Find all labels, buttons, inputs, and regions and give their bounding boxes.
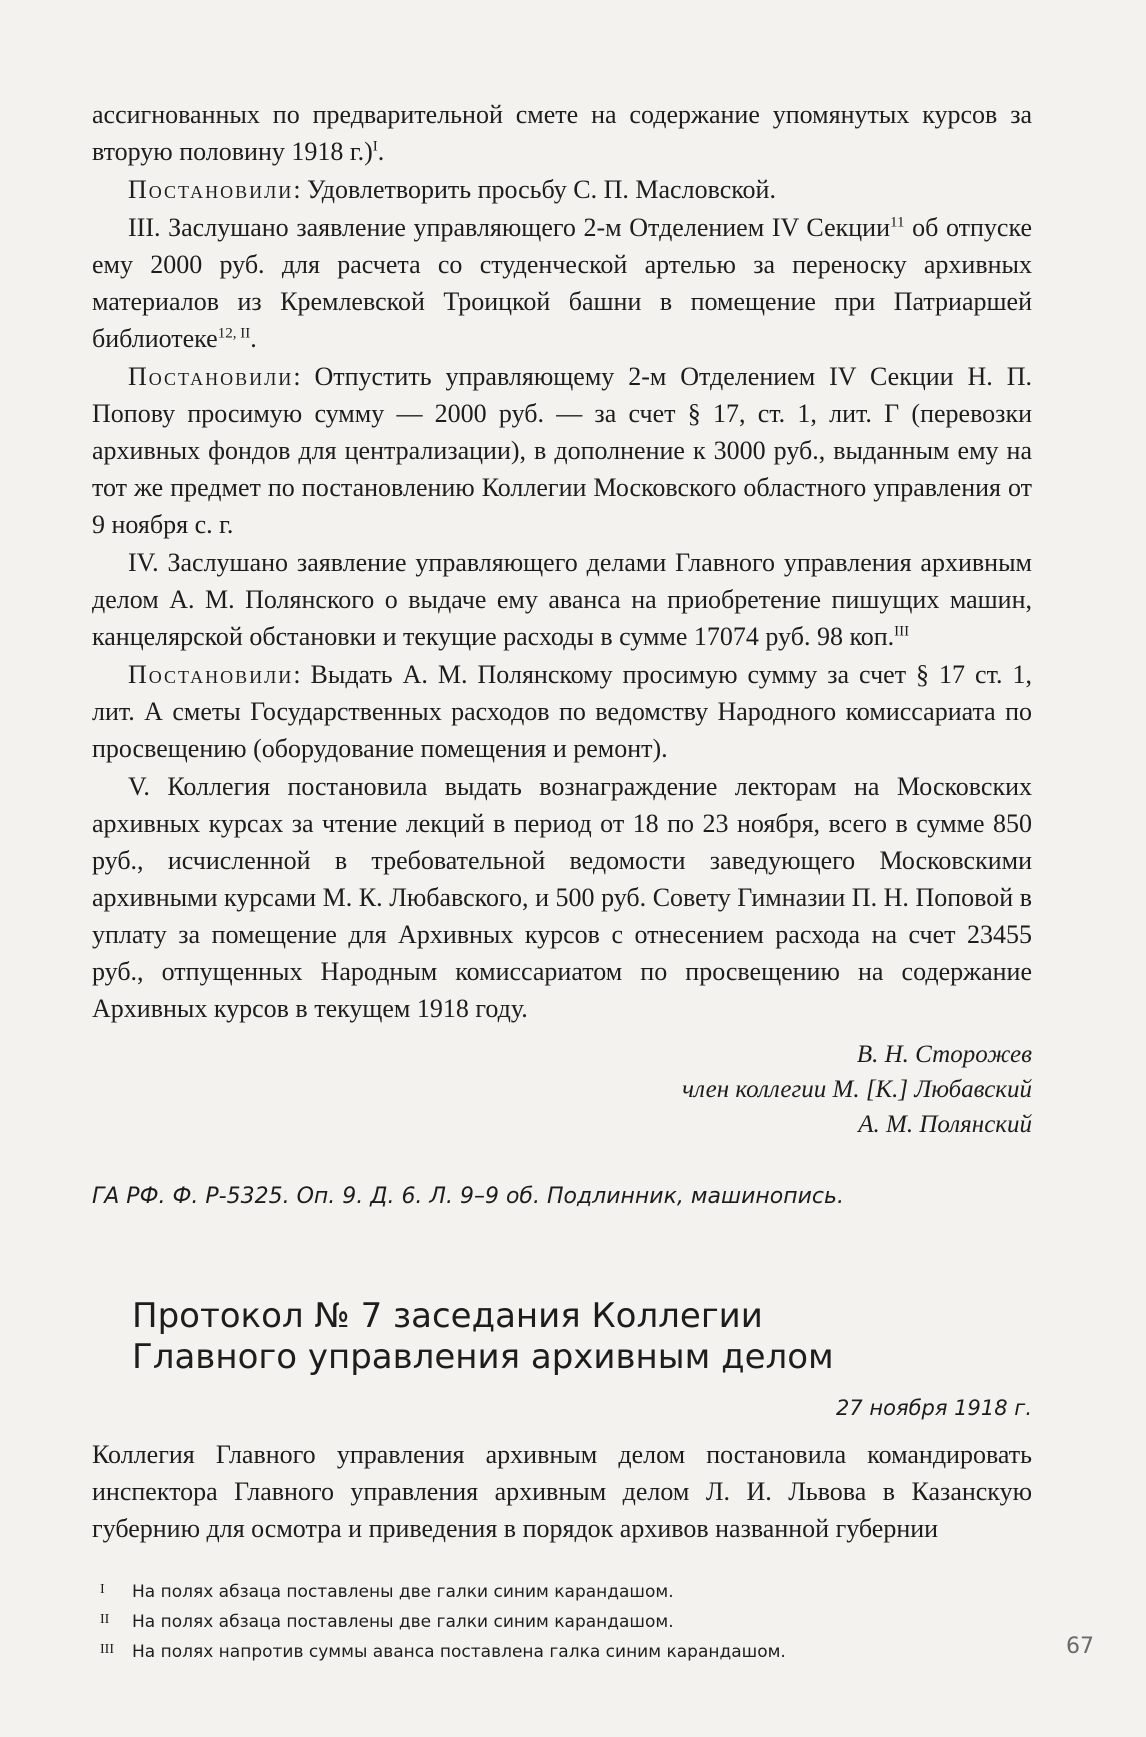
signature-block (92, 1037, 1032, 1142)
document-date: 27 ноября 1918 г. (835, 1396, 1032, 1420)
signature: член коллегии М. [К.] Любавский (682, 1076, 1032, 1103)
signature: В. Н. Сторожев (856, 1041, 1032, 1068)
page-body (92, 96, 1032, 1667)
page-number: 67 (1066, 1634, 1094, 1659)
decision-label: Постановили (128, 175, 294, 204)
continuation-paragraph: ассигнованных по предварительной смете на содержание упомянутых курсов за вторую половину 1918 г.)$^I$. (92, 100, 1032, 166)
title-line: Протокол № 7 заседания Коллегии (132, 1296, 763, 1336)
footnote-mark: I (100, 1582, 105, 1597)
footnote-text: На полях напротив суммы аванса поставлена галка синим карандашом. (132, 1642, 786, 1662)
footnotes (92, 1577, 1032, 1667)
footnote-text: На полях абзаца поставлены две галки синим карандашом. (132, 1582, 674, 1602)
signature: А. М. Полянский (858, 1111, 1032, 1138)
body-paragraph: Коллегия Главного управления архивным делом постановила командировать инспектора Главного управления архивным делом Л. И. Львова в Казанскую губернию для осмотра и приведения в порядок архивов названной губернии (92, 1440, 1032, 1543)
item-paragraph: IV. Заслушано заявление управляющего делами Главного управления архивным делом А. М. Полянского о выдаче ему аванса на приобретение пишущих машин, канцелярской обстановки и текущие расходы в сумме 17074 руб. 98 коп.$^{III}$ (92, 548, 1032, 651)
footnote (92, 1577, 1032, 1607)
title-line: Главного управления архивным делом (132, 1337, 834, 1377)
decision-paragraph: Постановили: Выдать А. М. Полянскому просимую сумму за счет § 17 ст. 1, лит. А сметы Государственных расходов по ведомству Народного комиссариата по просвещению (оборудование помещения и ремонт). (92, 660, 1032, 763)
footnote-ref: I (372, 138, 378, 155)
decision-paragraph: Постановили: Отпустить управляющему 2-м Отделением IV Секции Н. П. Попову просимую сумму — 2000 руб. — за счет § 17, ст. 1, лит. Г (перевозки архивных фондов для централизации), в дополнение к 3000 руб., выданным ему на тот же предмет по постановлению Коллегии Московского областного управления от 9 ноября с. г. (92, 362, 1032, 539)
footnote-ref: 12, II (217, 325, 251, 342)
footnote-ref: III (894, 623, 910, 640)
footnote-mark: II (100, 1612, 110, 1627)
footnote-text: На полях абзаца поставлены две галки синим карандашом. (132, 1612, 674, 1632)
footnote-mark: III (100, 1642, 114, 1657)
archive-reference: ГА РФ. Ф. Р-5325. Оп. 9. Д. 6. Л. 9–9 об. Подлинник, машинопись. (92, 1184, 844, 1209)
item-paragraph: V. Коллегия постановила выдать вознаграждение лекторам на Московских архивных курсах за чтение лекций в период от 18 по 23 ноября, всего в сумме 850 руб., исчисленной в требовательной ведомости заведующего Московскими архивными курсами М. К. Любавского, и 500 руб. Совету Гимназии П. Н. Поповой в уплату за помещение для Архивных курсов с отнесением расхода на счет 23455 руб., отпущенных Народным комиссариатом по просвещению на содержание Архивных курсов в текущем 1918 году. (92, 772, 1032, 1023)
footnote-ref: 11 (890, 214, 905, 231)
document-title (132, 1296, 1032, 1378)
decision-paragraph: Постановили: Удовлетворить просьбу С. П. Масловской. (128, 175, 776, 204)
footnote (92, 1637, 1032, 1667)
decision-label: Постановили (128, 660, 294, 689)
footnote (92, 1607, 1032, 1637)
item-paragraph: III. Заслушано заявление управляющего 2-м Отделением IV Секции$^{11}$ об отпуске ему 2000 руб. для расчета со студенческой артелью за переноску архивных материалов из Кремлевской Троицкой башни в помещение при Патриаршей библиотеке$^{12, II}$. (92, 213, 1032, 353)
decision-label: Постановили (128, 362, 294, 391)
